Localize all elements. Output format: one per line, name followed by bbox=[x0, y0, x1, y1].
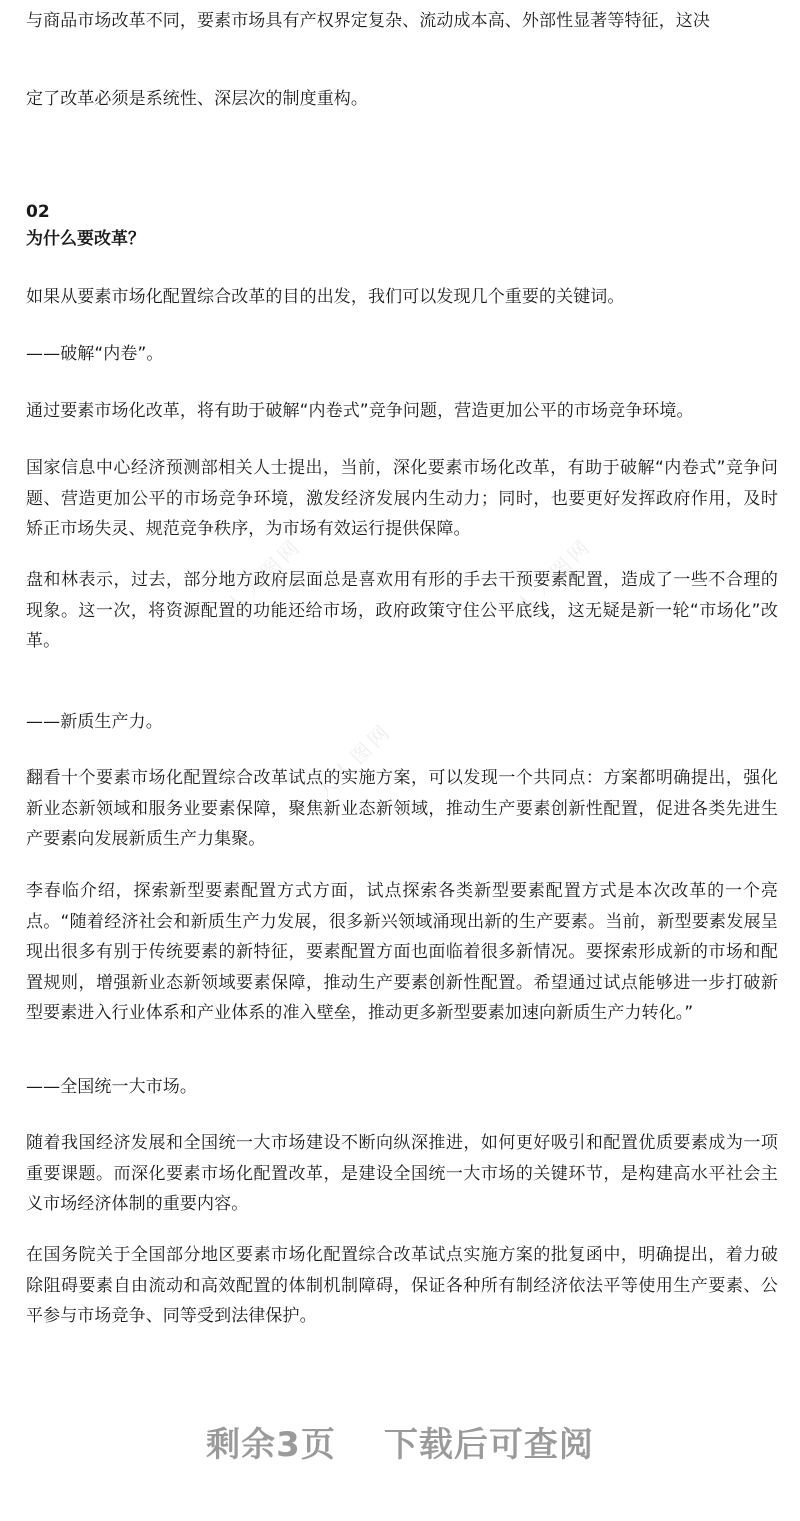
paragraph-keyword-unified-market: ——全国统一大市场。 bbox=[26, 1077, 197, 1097]
paragraph-pan-helin: 盘和林表示，过去，部分地方政府层面总是喜欢用有形的手去干预要素配置，造成了一些不合理的现象。这一次，将资源配置的功能还给市场，政府政策守住公平底线，这无疑是新一轮“市场化”改革。 bbox=[26, 570, 778, 651]
paragraph-state-council: 在国务院关于全国部分地区要素市场化配置综合改革试点实施方案的批复函中，明确提出，着力破除阻碍要素自由流动和高效配置的体制机制障碍，保证各种所有制经济依法平等使用生产要素、公平参与市场竞争、同等受到法律保护。 bbox=[26, 1245, 778, 1326]
paragraph-unified-market: 随着我国经济发展和全国统一大市场建设不断向纵深推进，如何更好吸引和配置优质要素成为一项重要课题。而深化要素市场化配置改革，是建设全国统一大市场的关键环节，是构建高水平社会主义市场经济体制的重要内容。 bbox=[26, 1133, 778, 1214]
paragraph-involution-summary: 通过要素市场化改革，将有助于破解“内卷式”竞争问题，营造更加公平的市场竞争环境。 bbox=[26, 401, 694, 421]
intro-paragraph-line-2: 定了改革必须是系统性、深层次的制度重构。 bbox=[26, 89, 368, 109]
watermark: 人人图网 bbox=[511, 533, 597, 618]
paragraph-li-chunlin: 李春临介绍，探索新型要素配置方式方面，试点探索各类新型要素配置方式是本次改革的一个亮点。“随着经济社会和新质生产力发展，很多新兴领域涌现出新的生产要素。当前，新型要素发展呈现出很多有别于传统要素的新特征，要素配置方面也面临着很多新情况。要探索形成新的市场和配置规则，增强新业态新领域要素保障，推动生产要素创新性配置。希望通过试点能够进一步打破新型要素进入行业体系和产业体系的准入壁垒，推动更多新型要素加速向新质生产力转化。” bbox=[26, 881, 778, 1023]
section-title: 为什么要改革？ bbox=[26, 229, 145, 249]
watermark: 人人图网 bbox=[311, 718, 397, 803]
section-number: 02 bbox=[26, 202, 50, 222]
paragraph-keywords-intro: 如果从要素市场化配置综合改革的目的出发，我们可以发现几个重要的关键词。 bbox=[26, 287, 625, 307]
download-prompt-label[interactable]: 下载后可查阅 bbox=[383, 1425, 594, 1465]
watermark: 人人图网 bbox=[221, 533, 307, 618]
intro-paragraph-line-1: 与商品市场改革不同，要素市场具有产权界定复杂、流动成本高、外部性显著等特征，这决 bbox=[26, 11, 710, 31]
paragraph-keyword-involution: ——破解“内卷”。 bbox=[26, 344, 164, 364]
paragraph-keyword-new-productivity: ——新质生产力。 bbox=[26, 712, 163, 732]
paragraph-pilot-plans: 翻看十个要素市场化配置综合改革试点的实施方案，可以发现一个共同点：方案都明确提出，强化新业态新领域和服务业要素保障，聚焦新业态新领域，推动生产要素创新性配置，促进各类先进生产要素向发展新质生产力集聚。 bbox=[26, 768, 778, 849]
remaining-pages-label: 剩余3页 bbox=[206, 1425, 336, 1465]
remaining-pages-banner[interactable] bbox=[0, 1417, 800, 1466]
paragraph-state-info-center: 国家信息中心经济预测部相关人士提出，当前，深化要素市场化改革，有助于破解“内卷式”竞争问题、营造更加公平的市场竞争环境，激发经济发展内生动力；同时，也要更好发挥政府作用，及时矫正市场失灵、规范竞争秩序，为市场有效运行提供保障。 bbox=[26, 458, 778, 539]
